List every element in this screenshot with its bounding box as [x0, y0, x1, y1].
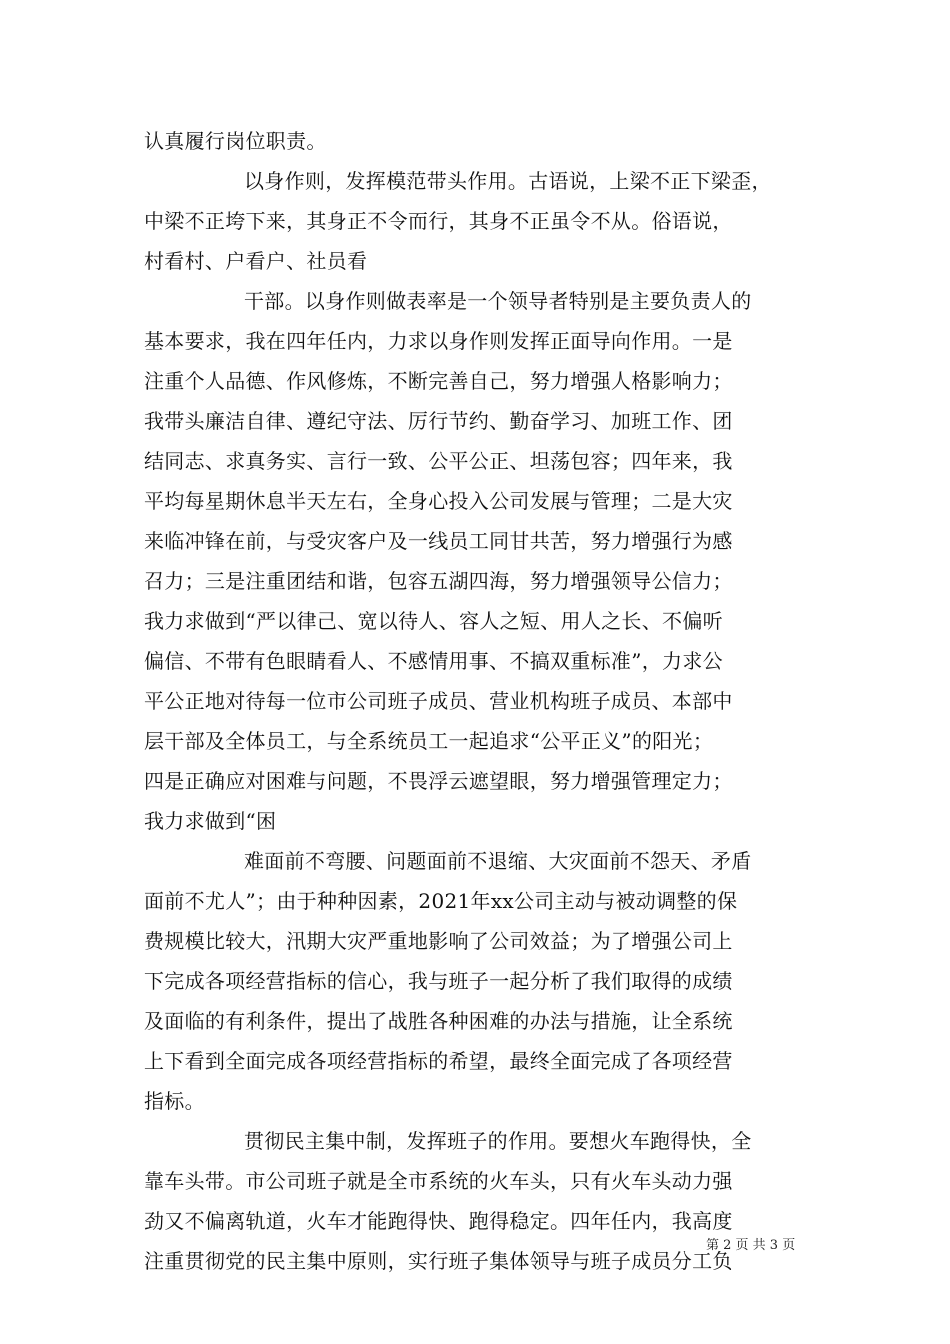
text-line: 我力求做到“困: [144, 809, 277, 833]
text-line: 平公正地对待每一位市公司班子成员、营业机构班子成员、本部中: [144, 689, 733, 713]
text-line: 中梁不正垮下来，其身正不令而行，其身不正虽令不从。俗语说，: [144, 209, 733, 233]
text-line: 我力求做到“严以律己、宽以待人、容人之短、用人之长、不偏听: [144, 609, 723, 633]
text-line: 以身作则，发挥模范带头作用。古语说，上梁不正下梁歪，: [244, 169, 772, 193]
text-line: 注重个人品德、作风修炼，不断完善自己，努力增强人格影响力；: [144, 369, 733, 393]
text-line: 基本要求，我在四年任内，力求以身作则发挥正面导向作用。一是: [144, 329, 733, 353]
text-line: 注重贯彻党的民主集中原则，实行班子集体领导与班子成员分工负: [144, 1249, 733, 1273]
text-line: 村看村、户看户、社员看: [144, 249, 368, 273]
text-line: 贯彻民主集中制，发挥班子的作用。要想火车跑得快，全: [244, 1129, 752, 1153]
text-line: 层干部及全体员工，与全系统员工一起追求“公平正义”的阳光；: [144, 729, 714, 753]
document-body: [144, 121, 814, 1281]
text-line: 面前不尤人”；由于种种因素，2021年xx公司主动与被动调整的保: [144, 889, 738, 913]
text-line: 平均每星期休息半天左右，全身心投入公司发展与管理；二是大灾: [144, 489, 733, 513]
text-line: 认真履行岗位职责。: [144, 129, 327, 153]
text-line: 我带头廉洁自律、遵纪守法、厉行节约、勤奋学习、加班工作、团: [144, 409, 733, 433]
text-line: 四是正确应对困难与问题，不畏浮云遮望眼，努力增强管理定力；: [144, 769, 733, 793]
text-line: 召力；三是注重团结和谐，包容五湖四海，努力增强领导公信力；: [144, 569, 733, 593]
page-footer: 第 2 页 共 3 页: [706, 1238, 796, 1253]
text-line: 费规模比较大，汛期大灾严重地影响了公司效益；为了增强公司上: [144, 929, 733, 953]
text-line: 难面前不弯腰、问题面前不退缩、大灾面前不怨天、矛盾: [244, 849, 752, 873]
text-line: 及面临的有利条件，提出了战胜各种困难的办法与措施，让全系统: [144, 1009, 733, 1033]
text-line: 劲又不偏离轨道，火车才能跑得快、跑得稳定。四年任内，我高度: [144, 1209, 733, 1233]
text-line: 上下看到全面完成各项经营指标的希望，最终全面完成了各项经营: [144, 1049, 733, 1073]
text-line: 偏信、不带有色眼睛看人、不感情用事、不搞双重标准”，力求公: [144, 649, 723, 673]
text-line: 干部。以身作则做表率是一个领导者特别是主要负责人的: [244, 289, 752, 313]
text-line: 来临冲锋在前，与受灾客户及一线员工同甘共苦，努力增强行为感: [144, 529, 733, 553]
text-line: 下完成各项经营指标的信心，我与班子一起分析了我们取得的成绩: [144, 969, 733, 993]
text-line: 靠车头带。市公司班子就是全市系统的火车头，只有火车头动力强: [144, 1169, 733, 1193]
text-line: 结同志、求真务实、言行一致、公平公正、坦荡包容；四年来，我: [144, 449, 733, 473]
text-line: 指标。: [144, 1089, 205, 1113]
